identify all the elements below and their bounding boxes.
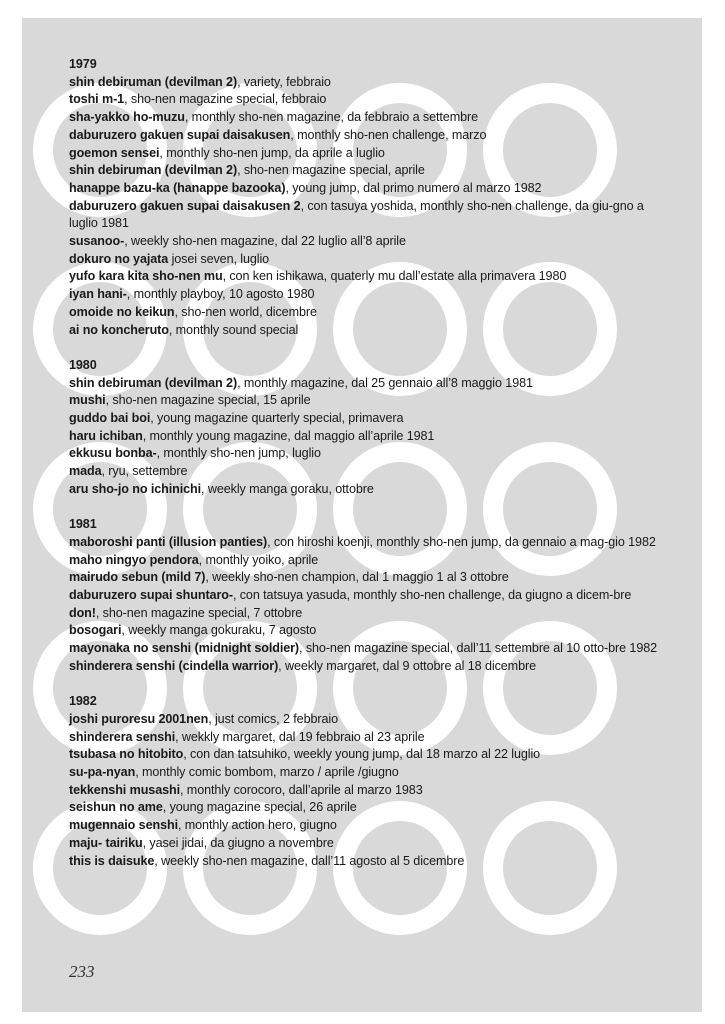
list-item <box>69 481 669 499</box>
entry-title: don! <box>69 605 96 620</box>
chronology-list <box>69 56 669 888</box>
entry-title: yufo kara kita sho-nen mu <box>69 269 223 284</box>
entry-detail: , sho-nen magazine special, 15 aprile <box>105 393 311 408</box>
list-item <box>69 817 669 835</box>
entry-title: seishun no ame <box>69 800 163 815</box>
list-item <box>69 552 669 570</box>
list-item <box>69 268 669 286</box>
entry-detail: , sho-nen world, dicembre <box>174 304 317 319</box>
entry-title: aru sho-jo no ichinichi <box>69 481 202 496</box>
entry-detail: , young magazine special, 26 aprile <box>162 800 357 815</box>
entry-title: shin debiruman (devilman 2) <box>69 74 238 89</box>
entry-detail: , young jump, dal primo numero al marzo 1982 <box>285 180 542 195</box>
entry-detail: , monthly sho-nen magazine, da febbraio a settembre <box>184 110 478 125</box>
list-item <box>69 463 669 481</box>
list-item <box>69 74 669 92</box>
entry-detail: , monthly corocoro, dall’aprile al marzo 1983 <box>180 782 423 797</box>
entry-title: dokuro no yajata <box>69 251 169 266</box>
list-item <box>69 251 669 269</box>
entry-title: tekkenshi musashi <box>69 782 180 797</box>
list-item <box>69 605 669 623</box>
list-item <box>69 746 669 764</box>
entry-title: maju- tairiku <box>69 835 143 850</box>
entry-title: daburuzero gakuen supai daisakusen 2 <box>69 198 301 213</box>
entry-title: shin debiruman (devilman 2) <box>69 163 238 178</box>
year-section-1982 <box>69 693 669 870</box>
entry-detail: , weekly manga goraku, ottobre <box>201 481 374 496</box>
entry-detail: , monthly sho-nen challenge, marzo <box>290 127 487 142</box>
entry-detail: , monthly comic bombom, marzo / aprile /giugno <box>135 765 399 780</box>
entry-detail: , monthly sho-nen jump, da aprile a luglio <box>159 145 385 160</box>
entry-detail: , weekly sho-nen magazine, dal 22 luglio all’8 aprile <box>124 234 406 249</box>
entry-detail: , monthly magazine, dal 25 gennaio all’8 maggio 1981 <box>237 375 533 390</box>
list-item <box>69 180 669 198</box>
entry-detail: , ryu, settembre <box>101 464 188 479</box>
list-item <box>69 711 669 729</box>
entry-title: susanoo- <box>69 234 125 249</box>
entry-title: omoide no keikun <box>69 304 175 319</box>
entry-title: goemon sensei <box>69 145 160 160</box>
entry-detail: , just comics, 2 febbraio <box>208 711 338 726</box>
list-item <box>69 853 669 871</box>
entry-detail: , variety, febbraio <box>237 74 331 89</box>
list-item <box>69 640 669 658</box>
entry-detail: , weekly margaret, dal 9 ottobre al 18 dicembre <box>278 658 536 673</box>
list-item <box>69 534 669 552</box>
entry-detail: , monthly action hero, giugno <box>177 818 337 833</box>
year-heading: 1980 <box>69 357 97 372</box>
list-item <box>69 835 669 853</box>
entry-detail: , weekly sho-nen magazine, dall’11 agosto al 5 dicembre <box>154 853 465 868</box>
year-heading: 1979 <box>69 57 97 71</box>
year-heading: 1981 <box>69 517 97 532</box>
list-item <box>69 286 669 304</box>
book-page <box>22 18 702 1012</box>
entry-detail: , con dan tatsuhiko, weekly young jump, dal 18 marzo al 22 luglio <box>183 747 541 762</box>
entry-detail: , monthly sound special <box>168 322 299 337</box>
list-item <box>69 198 669 233</box>
entry-detail: , weekly sho-nen champion, dal 1 maggio 1 al 3 ottobre <box>205 570 509 585</box>
entry-title: guddo bai boi <box>69 411 151 426</box>
list-item <box>69 799 669 817</box>
entry-detail: , sho-nen magazine special, aprile <box>237 163 425 178</box>
entry-detail: , con tatsuya yasuda, monthly sho-nen challenge, da giugno a dicem-bre <box>232 588 632 603</box>
list-item <box>69 445 669 463</box>
entry-title: this is daisuke <box>69 853 155 868</box>
entry-title: maboroshi panti (illusion panties) <box>69 534 268 549</box>
list-item <box>69 304 669 322</box>
page-number: 233 <box>69 962 95 981</box>
list-item <box>69 764 669 782</box>
entry-detail: , monthly playboy, 10 agosto 1980 <box>126 287 315 302</box>
entry-title: mada <box>69 464 102 479</box>
list-item <box>69 587 669 605</box>
year-section-1979 <box>69 56 669 339</box>
list-item <box>69 109 669 127</box>
entry-title: tsubasa no hitobito <box>69 747 184 762</box>
entry-title: toshi m-1 <box>69 92 125 107</box>
entry-detail: , weekly manga gokuraku, 7 agosto <box>121 623 317 638</box>
entry-detail: , monthly sho-nen jump, luglio <box>156 446 321 461</box>
entry-title: bosogari <box>69 623 122 638</box>
entry-title: daburuzero gakuen supai daisakusen <box>69 127 291 142</box>
entry-title: hanappe bazu-ka (hanappe bazooka) <box>69 180 286 195</box>
entry-title: mayonaka no senshi (midnight soldier) <box>69 641 300 656</box>
entry-title: shin debiruman (devilman 2) <box>69 375 238 390</box>
entry-detail: , sho-nen magazine special, 7 ottobre <box>95 605 303 620</box>
entry-detail: , sho-nen magazine special, dall’11 settembre al 10 otto-bre 1982 <box>299 641 658 656</box>
entry-title: mugennaio senshi <box>69 818 178 833</box>
entry-title: daburuzero supai shuntaro- <box>69 588 233 603</box>
entry-title: mushi <box>69 393 106 408</box>
entry-detail: , con hiroshi koenji, monthly sho-nen jump, da gennaio a mag-gio 1982 <box>267 534 656 549</box>
year-section-1980 <box>69 357 669 499</box>
entry-title: su-pa-nyan <box>69 765 136 780</box>
list-item <box>69 233 669 251</box>
entry-detail: , yasei jidai, da giugno a novembre <box>142 835 334 850</box>
entry-detail: , con tasuya yoshida, monthly sho-nen challenge, da giu-gno a luglio 1981 <box>69 198 644 231</box>
entry-title: maho ningyo pendora <box>69 552 199 567</box>
entry-detail: , monthly young magazine, dal maggio all’aprile 1981 <box>142 428 435 443</box>
list-item <box>69 622 669 640</box>
list-item <box>69 322 669 340</box>
entry-detail: , wekkly margaret, dal 19 febbraio al 23 aprile <box>175 729 425 744</box>
list-item <box>69 392 669 410</box>
list-item <box>69 145 669 163</box>
entry-detail: , young magazine quarterly special, primavera <box>150 411 404 426</box>
entry-detail: , con ken ishikawa, quaterly mu dall’estate alla primavera 1980 <box>222 269 567 284</box>
list-item <box>69 91 669 109</box>
entry-title: ekkusu bonba- <box>69 446 157 461</box>
entry-title: sha-yakko ho-muzu <box>69 110 185 125</box>
list-item <box>69 729 669 747</box>
year-section-1981 <box>69 516 669 675</box>
entry-detail: , sho-nen magazine special, febbraio <box>124 92 327 107</box>
list-item <box>69 658 669 676</box>
entry-title: shinderera senshi (cindella warrior) <box>69 658 279 673</box>
list-item <box>69 782 669 800</box>
entry-title: ai no koncheruto <box>69 322 169 337</box>
list-item <box>69 162 669 180</box>
entry-title: joshi puroresu 2001nen <box>69 711 209 726</box>
list-item <box>69 127 669 145</box>
entry-title: mairudo sebun (mild 7) <box>69 570 206 585</box>
entry-detail: josei seven, luglio <box>168 251 270 266</box>
list-item <box>69 428 669 446</box>
entry-detail: , monthly yoiko, aprile <box>198 552 319 567</box>
entry-title: shinderera senshi <box>69 729 176 744</box>
list-item <box>69 410 669 428</box>
list-item <box>69 569 669 587</box>
entry-title: iyan hani- <box>69 287 127 302</box>
entry-title: haru ichiban <box>69 428 143 443</box>
year-heading: 1982 <box>69 694 97 709</box>
list-item <box>69 375 669 393</box>
